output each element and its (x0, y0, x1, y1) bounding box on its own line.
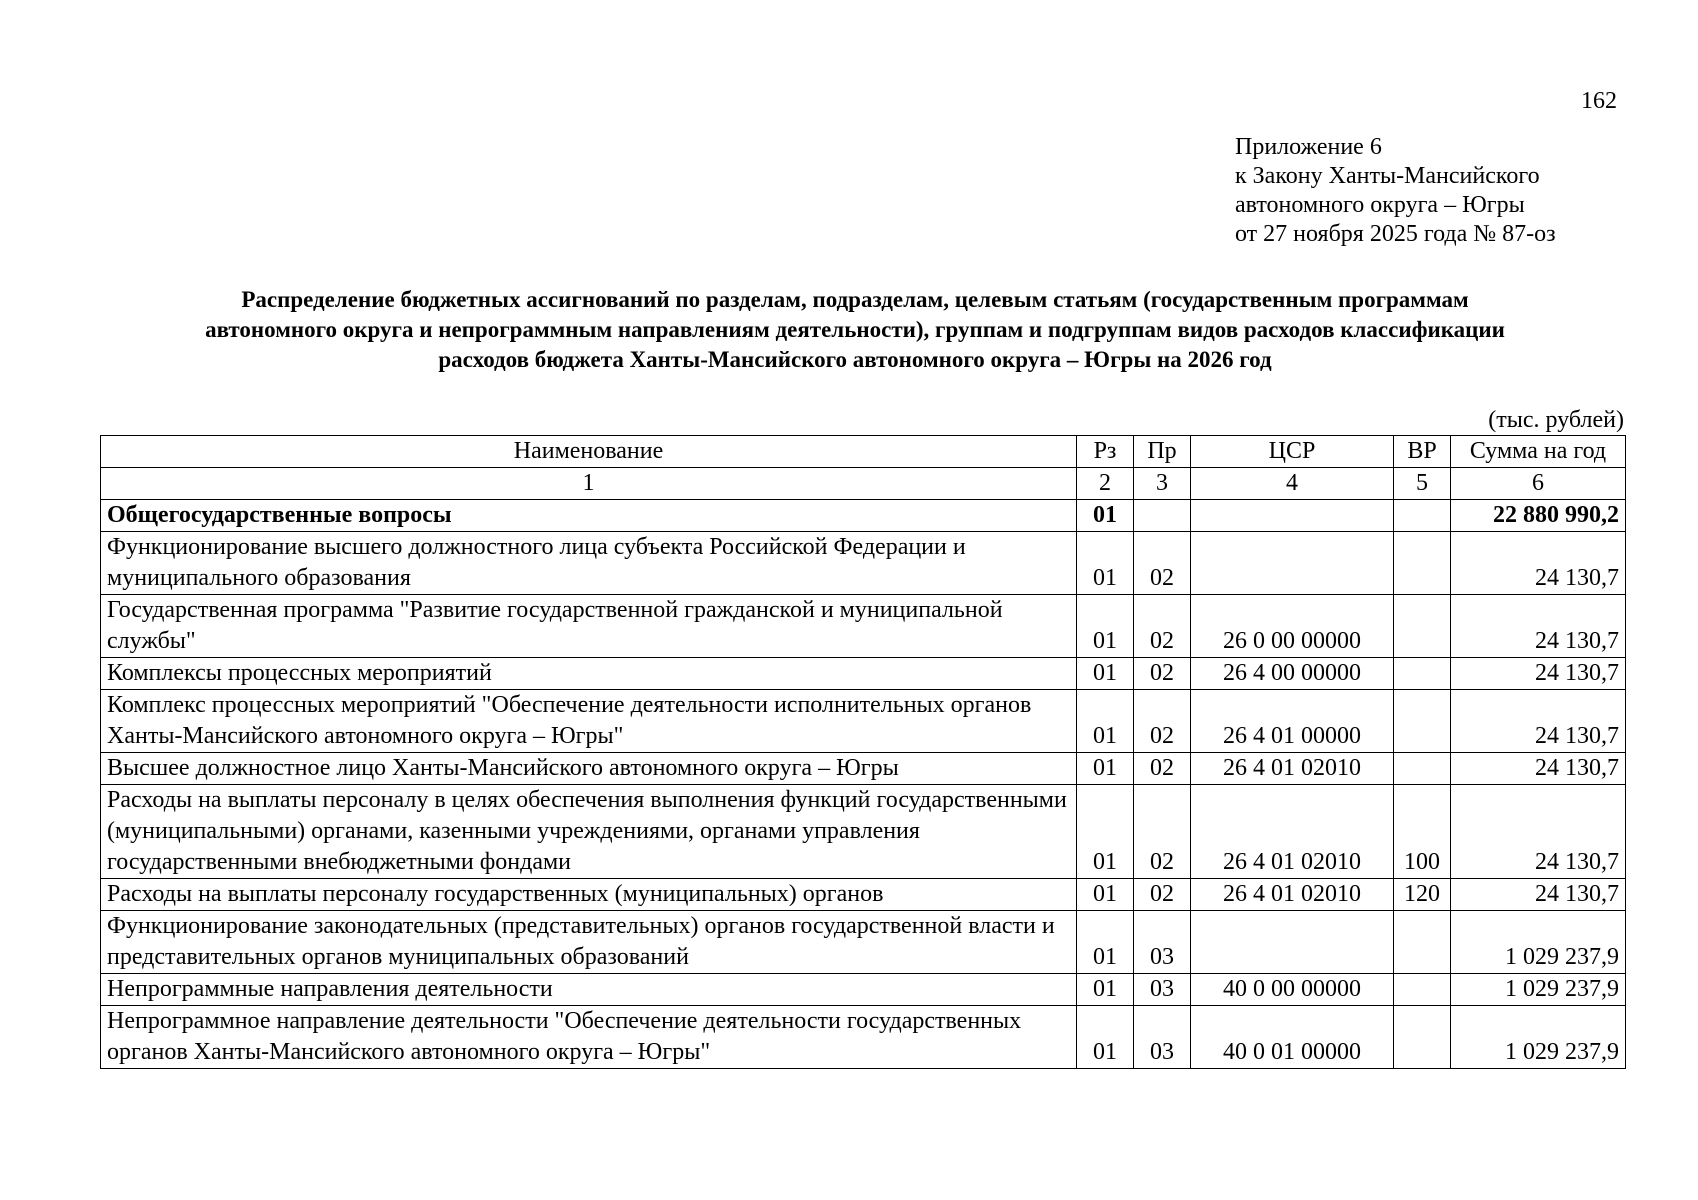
cell-vr (1394, 532, 1451, 595)
appendix-block (1235, 133, 1556, 249)
cell-rz: 01 (1077, 911, 1134, 974)
table-row (101, 532, 1626, 595)
cell-pr: 02 (1134, 690, 1191, 753)
table-row (101, 658, 1626, 690)
cell-name: Непрограммное направление деятельности "Обеспечение деятельности государственных органов Ханты-Мансийского автономного округа – Югры" (101, 1006, 1077, 1069)
column-number-cell: 4 (1191, 468, 1394, 500)
appendix-line: от 27 ноября 2025 года № 87-оз (1235, 221, 1556, 247)
cell-name: Общегосударственные вопросы (101, 500, 1077, 532)
appendix-line: Приложение 6 (1235, 134, 1382, 160)
cell-csr: 26 0 00 00000 (1191, 595, 1394, 658)
cell-csr: 26 4 01 00000 (1191, 690, 1394, 753)
cell-csr (1191, 911, 1394, 974)
cell-csr: 40 0 01 00000 (1191, 1006, 1394, 1069)
cell-csr: 26 4 01 02010 (1191, 879, 1394, 911)
cell-rz: 01 (1077, 785, 1134, 879)
cell-rz: 01 (1077, 879, 1134, 911)
header-cell-vr: ВР (1394, 436, 1451, 468)
appendix-line: к Закону Ханты-Мансийского (1235, 163, 1540, 189)
column-number-cell: 2 (1077, 468, 1134, 500)
cell-vr: 120 (1394, 879, 1451, 911)
cell-name: Высшее должностное лицо Ханты-Мансийского автономного округа – Югры (101, 753, 1077, 785)
table-row (101, 974, 1626, 1006)
cell-pr: 02 (1134, 595, 1191, 658)
cell-rz: 01 (1077, 595, 1134, 658)
cell-vr (1394, 658, 1451, 690)
cell-vr (1394, 1006, 1451, 1069)
cell-sum: 1 029 237,9 (1451, 1006, 1626, 1069)
cell-sum: 22 880 990,2 (1451, 500, 1626, 532)
table-row (101, 785, 1626, 879)
cell-name: Функционирование высшего должностного лица субъекта Российской Федерации и муниципального образования (101, 532, 1077, 595)
column-number-cell: 3 (1134, 468, 1191, 500)
header-cell-name: Наименование (101, 436, 1077, 468)
header-cell-sum: Сумма на год (1451, 436, 1626, 468)
cell-csr (1191, 532, 1394, 595)
cell-sum: 24 130,7 (1451, 532, 1626, 595)
table-row (101, 595, 1626, 658)
cell-name: Государственная программа "Развитие государственной гражданской и муниципальной службы" (101, 595, 1077, 658)
cell-vr: 100 (1394, 785, 1451, 879)
cell-rz: 01 (1077, 974, 1134, 1006)
cell-pr: 02 (1134, 753, 1191, 785)
cell-rz: 01 (1077, 1006, 1134, 1069)
budget-table (100, 435, 1626, 1069)
appendix-line: автономного округа – Югры (1235, 192, 1525, 218)
cell-sum: 24 130,7 (1451, 753, 1626, 785)
cell-vr (1394, 500, 1451, 532)
cell-rz: 01 (1077, 658, 1134, 690)
column-number-cell: 1 (101, 468, 1077, 500)
cell-vr (1394, 595, 1451, 658)
cell-name: Расходы на выплаты персоналу в целях обеспечения выполнения функций государственными (муниципальными) органами, казенными учреждениями, органами управления государственными внебюджетными фондами (101, 785, 1077, 879)
units-label: (тыс. рублей) (1488, 407, 1624, 433)
table-column-numbers-row (101, 468, 1626, 500)
cell-rz: 01 (1077, 690, 1134, 753)
cell-sum: 24 130,7 (1451, 879, 1626, 911)
page-number: 162 (1581, 88, 1617, 114)
cell-csr: 26 4 01 02010 (1191, 785, 1394, 879)
header-cell-rz: Рз (1077, 436, 1134, 468)
column-number-cell: 5 (1394, 468, 1451, 500)
cell-vr (1394, 911, 1451, 974)
cell-sum: 1 029 237,9 (1451, 974, 1626, 1006)
table-row (101, 911, 1626, 974)
table-row (101, 753, 1626, 785)
cell-sum: 24 130,7 (1451, 785, 1626, 879)
table-row (101, 690, 1626, 753)
cell-vr (1394, 974, 1451, 1006)
title-line: автономного округа и непрограммным направлениям деятельности), группам и подгруппам видов расходов классификации (205, 317, 1505, 342)
cell-name: Расходы на выплаты персоналу государственных (муниципальных) органов (101, 879, 1077, 911)
document-title (70, 285, 1640, 375)
cell-sum: 24 130,7 (1451, 595, 1626, 658)
cell-rz: 01 (1077, 500, 1134, 532)
table-header-row (101, 436, 1626, 468)
column-number-cell: 6 (1451, 468, 1626, 500)
cell-pr: 02 (1134, 658, 1191, 690)
title-line: расходов бюджета Ханты-Мансийского автономного округа – Югры на 2026 год (438, 347, 1272, 372)
header-cell-csr: ЦСР (1191, 436, 1394, 468)
cell-sum: 24 130,7 (1451, 690, 1626, 753)
cell-rz: 01 (1077, 753, 1134, 785)
cell-name: Непрограммные направления деятельности (101, 974, 1077, 1006)
cell-pr: 03 (1134, 911, 1191, 974)
cell-pr (1134, 500, 1191, 532)
header-cell-pr: Пр (1134, 436, 1191, 468)
cell-pr: 02 (1134, 532, 1191, 595)
cell-name: Комплексы процессных мероприятий (101, 658, 1077, 690)
cell-name: Комплекс процессных мероприятий "Обеспечение деятельности исполнительных органов Ханты-Мансийского автономного округа – Югры" (101, 690, 1077, 753)
cell-csr: 26 4 01 02010 (1191, 753, 1394, 785)
cell-vr (1394, 690, 1451, 753)
cell-csr: 40 0 00 00000 (1191, 974, 1394, 1006)
cell-csr: 26 4 00 00000 (1191, 658, 1394, 690)
table-row (101, 879, 1626, 911)
cell-pr: 02 (1134, 879, 1191, 911)
cell-rz: 01 (1077, 532, 1134, 595)
cell-csr (1191, 500, 1394, 532)
cell-sum: 1 029 237,9 (1451, 911, 1626, 974)
cell-pr: 03 (1134, 1006, 1191, 1069)
cell-sum: 24 130,7 (1451, 658, 1626, 690)
cell-name: Функционирование законодательных (представительных) органов государственной власти и представительных органов муниципальных образований (101, 911, 1077, 974)
cell-pr: 03 (1134, 974, 1191, 1006)
title-line: Распределение бюджетных ассигнований по разделам, подразделам, целевым статьям (государственным программам (241, 287, 1469, 312)
cell-pr: 02 (1134, 785, 1191, 879)
table-row (101, 500, 1626, 532)
cell-vr (1394, 753, 1451, 785)
table-row (101, 1006, 1626, 1069)
